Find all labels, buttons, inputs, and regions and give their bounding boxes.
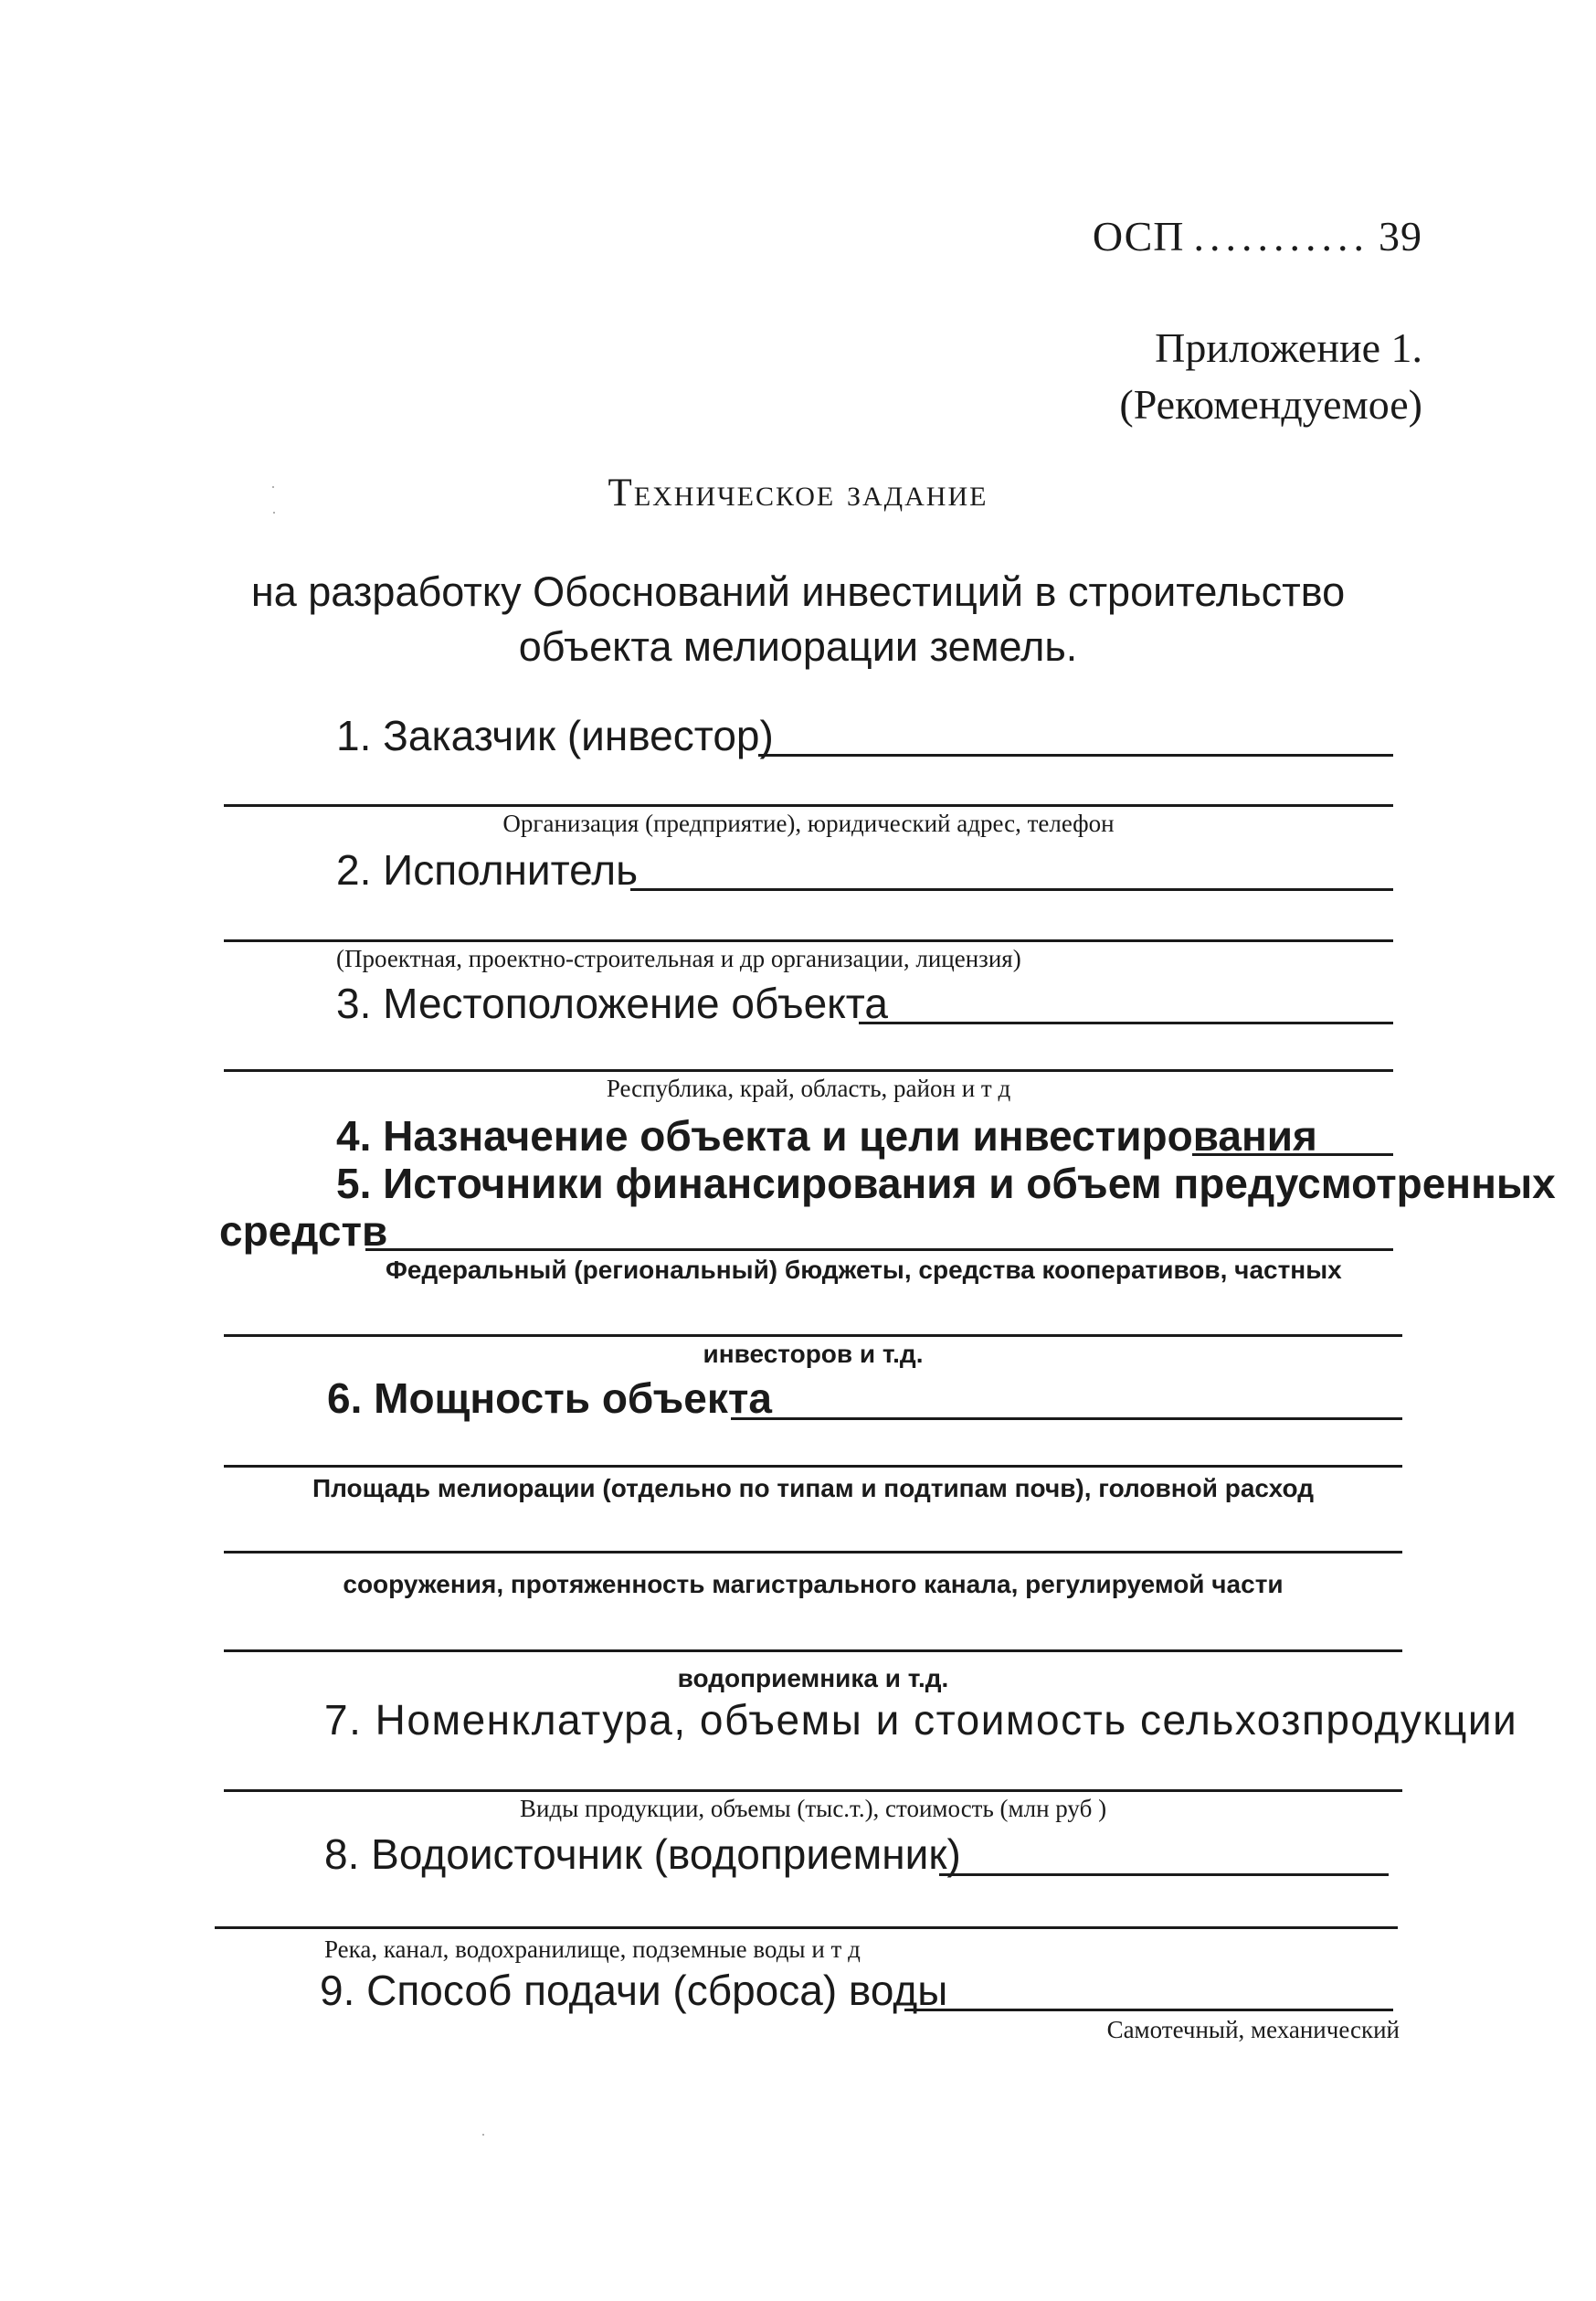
item-8-blank[interactable] (939, 1873, 1389, 1876)
item-5-label-cont: средств (219, 1207, 388, 1255)
item-7-rule[interactable] (224, 1789, 1402, 1792)
item-5-blank[interactable] (365, 1248, 1393, 1251)
item-2-hint: (Проектная, проектно-строительная и др организации, лицензия) (336, 945, 1021, 972)
item-5-hint-2: инвесторов и т.д. (703, 1340, 924, 1368)
scan-speck (272, 486, 274, 488)
item-5-label: 5. Источники финансирования и объем предусмотренных (336, 1160, 1556, 1207)
item-6-label: 6. Мощность объекта (327, 1374, 772, 1422)
item-6-hint-2: сооружения, протяженность магистрального канала, регулируемой части (343, 1570, 1284, 1598)
appendix-line-1: Приложение 1. (1155, 324, 1422, 371)
item-7-hint: Виды продукции, объемы (тыс.т.), стоимость (млн руб ) (519, 1795, 1107, 1822)
item-4-label: 4. Назначение объекта и цели инвестирования (336, 1112, 1317, 1160)
item-3-label: 3. Местоположение объекта (336, 980, 888, 1027)
scan-speck (273, 512, 275, 514)
item-9-blank[interactable] (904, 2009, 1393, 2011)
item-6-hint-1: Площадь мелиорации (отдельно по типам и подтипам почв), головной расход (312, 1474, 1315, 1502)
item-5-hint-1: Федеральный (региональный) бюджеты, средства кооперативов, частных (386, 1256, 1342, 1284)
item-3-hint: Республика, край, область, район и т д (606, 1075, 1011, 1102)
appendix-label (1119, 320, 1422, 433)
header-dots: ........... (1193, 213, 1369, 260)
item-6-rule-3[interactable] (224, 1649, 1402, 1652)
item-1-rule[interactable] (224, 804, 1393, 807)
subtitle-line-2: объекта мелиорации земель. (518, 623, 1078, 670)
item-1-blank[interactable] (758, 754, 1393, 757)
item-5-rule[interactable] (224, 1334, 1402, 1337)
item-2-rule[interactable] (224, 939, 1393, 942)
header-code: ОСП (1092, 213, 1185, 260)
item-8-rule[interactable] (215, 1926, 1398, 1929)
document-subtitle (0, 565, 1596, 674)
item-7-label: 7. Номенклатура, объемы и стоимость сельхозпродукции (324, 1696, 1518, 1744)
item-8-label: 8. Водоисточник (водоприемник) (324, 1830, 961, 1878)
document-title: Техническое задание (608, 472, 988, 514)
item-9-label: 9. Способ подачи (сброса) воды (320, 1967, 948, 2014)
item-1-label: 1. Заказчик (инвестор) (336, 712, 774, 759)
item-6-rule-2[interactable] (224, 1551, 1402, 1553)
scan-speck (482, 2134, 484, 2136)
item-6-rule-1[interactable] (224, 1465, 1402, 1468)
item-6-blank[interactable] (731, 1417, 1402, 1420)
item-9-hint: Самотечный, механический (1106, 2016, 1400, 2043)
item-3-blank[interactable] (859, 1022, 1393, 1024)
item-1-hint: Организация (предприятие), юридический адрес, телефон (502, 810, 1115, 837)
item-2-blank[interactable] (630, 888, 1393, 891)
running-header (1093, 212, 1422, 260)
item-6-hint-3: водоприемника и т.д. (677, 1664, 949, 1692)
item-3-rule[interactable] (224, 1069, 1393, 1072)
appendix-line-2: (Рекомендуемое) (1119, 381, 1422, 428)
item-4-blank[interactable] (1192, 1153, 1393, 1156)
page-number: 39 (1379, 213, 1422, 260)
subtitle-line-1: на разработку Обоснований инвестиций в строительство (250, 568, 1346, 615)
item-2-label: 2. Исполнитель (336, 846, 639, 894)
item-8-hint: Река, канал, водохранилище, подземные воды и т д (324, 1935, 861, 1963)
